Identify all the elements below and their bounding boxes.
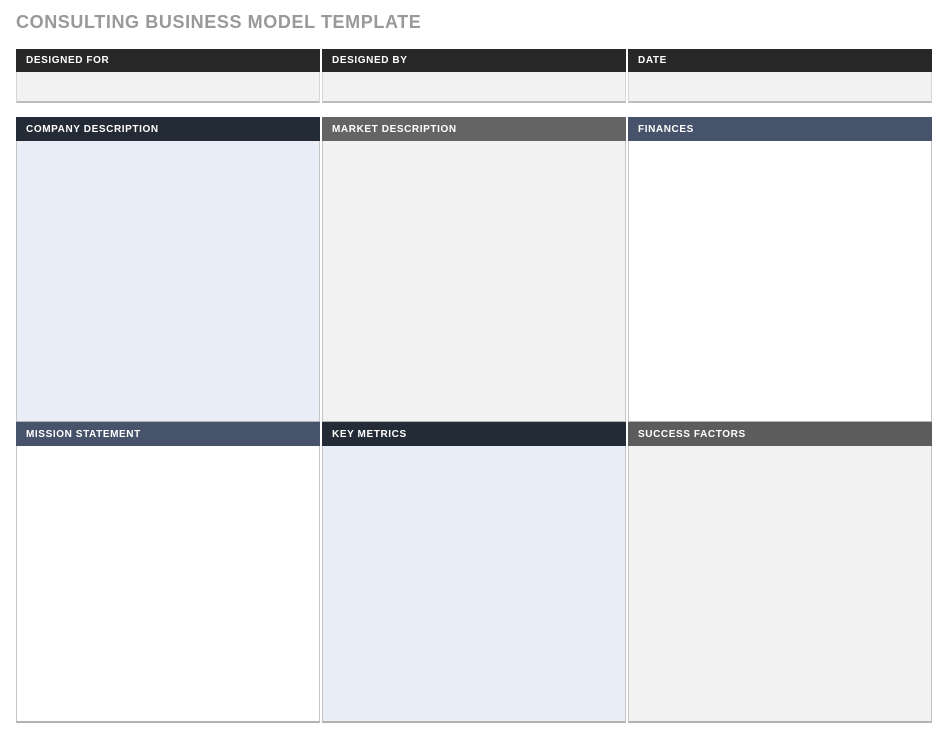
business-model-grid xyxy=(16,117,932,723)
grid-column-3 xyxy=(628,117,932,723)
section-body-finances[interactable] xyxy=(628,141,932,422)
grid-column-2 xyxy=(322,117,626,723)
grid-column-1 xyxy=(16,117,320,723)
section-header-market-description: MARKET DESCRIPTION xyxy=(322,117,626,141)
info-value-date[interactable] xyxy=(628,72,932,103)
section-body-key-metrics[interactable] xyxy=(322,446,626,723)
info-column-designed-by xyxy=(322,49,626,103)
info-column-designed-for xyxy=(16,49,320,103)
info-header-designed-for: DESIGNED FOR xyxy=(16,49,320,72)
section-body-mission-statement[interactable] xyxy=(16,446,320,723)
section-body-success-factors[interactable] xyxy=(628,446,932,723)
section-body-company-description[interactable] xyxy=(16,141,320,422)
page-title: CONSULTING BUSINESS MODEL TEMPLATE xyxy=(16,12,422,32)
section-header-success-factors: SUCCESS FACTORS xyxy=(628,422,932,446)
info-value-designed-by[interactable] xyxy=(322,72,626,103)
section-body-market-description[interactable] xyxy=(322,141,626,422)
info-header-date: DATE xyxy=(628,49,932,72)
section-header-company-description: COMPANY DESCRIPTION xyxy=(16,117,320,141)
info-column-date xyxy=(628,49,932,103)
section-header-mission-statement: MISSION STATEMENT xyxy=(16,422,320,446)
info-header-designed-by: DESIGNED BY xyxy=(322,49,626,72)
section-header-finances: FINANCES xyxy=(628,117,932,141)
section-header-key-metrics: KEY METRICS xyxy=(322,422,626,446)
info-value-designed-for[interactable] xyxy=(16,72,320,103)
info-table xyxy=(16,49,932,103)
